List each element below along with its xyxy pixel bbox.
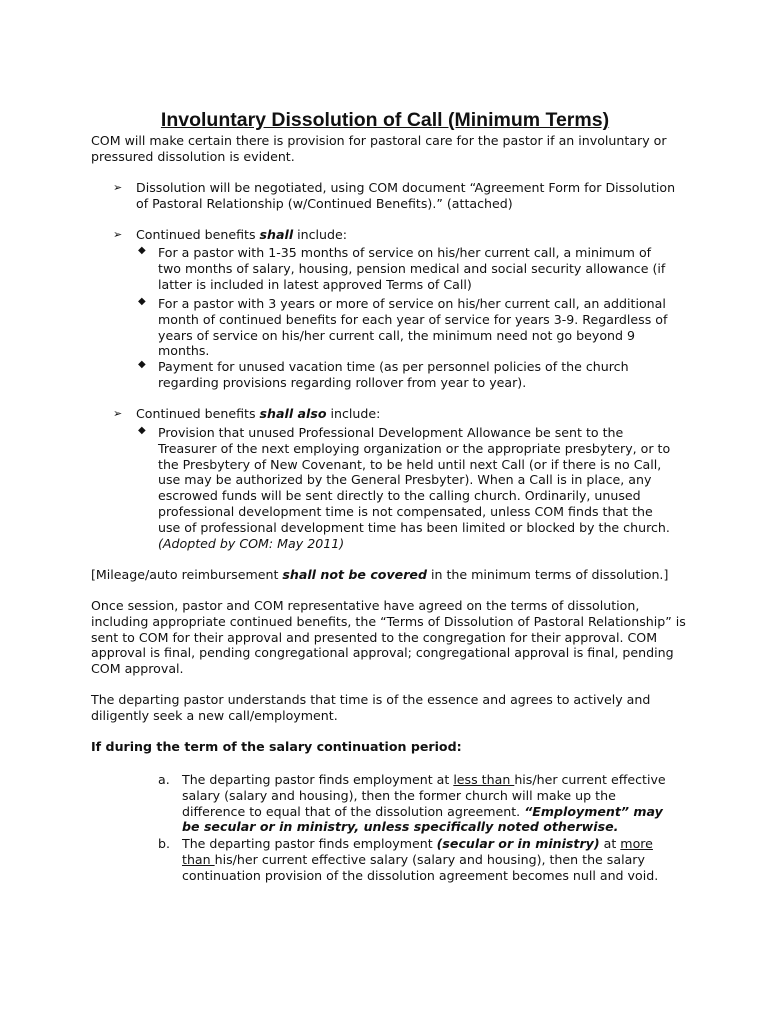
- salary-continuation-heading: If during the term of the salary continuation period:: [91, 739, 462, 754]
- dissolution-negotiated-text: Dissolution will be negotiated, using COM document “Agreement Form for Dissolution of Pastoral Relationship (w/Continued Benefits).” (attached): [136, 180, 676, 211]
- list-label-a: a.: [158, 772, 170, 787]
- diamond-bullet-icon: ◆: [138, 425, 146, 436]
- diamond-bullet-icon: ◆: [138, 359, 146, 370]
- continued-benefits-also-heading: Continued benefits shall also include:: [136, 406, 381, 421]
- list-label-b: b.: [158, 836, 170, 851]
- departing-pastor-paragraph: The departing pastor understands that time is of the essence and agrees to actively and diligently seek a new call/employment.: [91, 692, 651, 723]
- mileage-paragraph: [Mileage/auto reimbursement shall not be covered in the minimum terms of dissolution.]: [91, 567, 669, 582]
- arrow-bullet-icon: ➢: [113, 181, 123, 194]
- diamond-bullet-icon: ◆: [138, 245, 146, 256]
- diamond-bullet-icon: ◆: [138, 296, 146, 307]
- document-page: Involuntary Dissolution of Call (Minimum Terms) COM will make certain there is provision for pastoral care for the pastor if an involuntary or pressured dissolution is evident. ➢ Dissolution will be negotiated, using COM document “Agreement Form for Dissolution of Pastoral Relationship (w/Continued Benefits).” (attached) ➢ Continued benefits shall include: ◆ For a pastor with 1-35 months of service on his/her current call, a minimum of two months of salary, housing, pension medical and social security allowance (if latter is included in latest approved Terms of Call) ◆ For a pastor with 3 years or more of service on his/her current call, an additional month of continued benefits for each year of service for years 3-9. Regardless of years of service on his/her current call, the minimum need not go beyond 9 months. ◆ Payment for unused vacation time (as per personnel policies of the church regarding provisions regarding rollover from year to year). ➢ Continued benefits shall also include: ◆ Provision that unused Professional Development Allowance be sent to the Treasurer of the next employing organization or the appropriate presbytery, or to the Presbytery of New Covenant, to be held until next Call (or if there is no Call, use may be authorized by the General Presbyter). When a Call is in place, any escrowed funds will be sent directly to the calling church. Ordinarily, unused professional development time is not compensated, unless COM finds that the use of professional development time has been limited or blocked by the church. (Adopted by COM: May 2011) [Mileage/auto reimbursement shall not be covered in the minimum terms of dissolution.] Once session, pastor and COM representative have agreed on the terms of dissolution, including appropriate continued benefits, the “Terms of Dissolution of Pastoral Relationship” is sent to COM for their approval and presented to the congregation for their approval. COM approval is final, pending congregational approval; congregational approval is final, pending COM approval. The departing pastor understands that time is of the essence and agrees to actively and diligently seek a new call/employment. If during the term of the salary continuation period: a. The departing pastor finds employment at less than his/her current effective salary (salary and housing), then the former church will make up the difference to equal that of the dissolution agreement. “Employment” may be secular or in ministry, unless specifically noted otherwise. b. The departing pastor finds employment (secular or in ministry) at more than his/her current effective salary (salary and housing), then the salary continuation provision of the dissolution agreement becomes null and void.: [0, 0, 770, 1024]
- arrow-bullet-icon: ➢: [113, 228, 123, 241]
- continued-benefits-heading: Continued benefits shall include:: [136, 227, 348, 242]
- arrow-bullet-icon: ➢: [113, 407, 123, 420]
- once-session-paragraph: Once session, pastor and COM representative have agreed on the terms of dissolution, including appropriate continued benefits, the “Terms of Dissolution of Pastoral Relationship” is sent to COM for their approval and presented to the congregation for their approval. COM approval is final, pending congregational approval; congregational approval is final, pending COM approval.: [91, 598, 686, 677]
- page-title: Involuntary Dissolution of Call (Minimum Terms): [160, 109, 610, 131]
- intro-paragraph: COM will make certain there is provision for pastoral care for the pastor if an involuntary or pressured dissolution is evident.: [91, 133, 667, 164]
- adopted-note: (Adopted by COM: May 2011): [158, 535, 345, 551]
